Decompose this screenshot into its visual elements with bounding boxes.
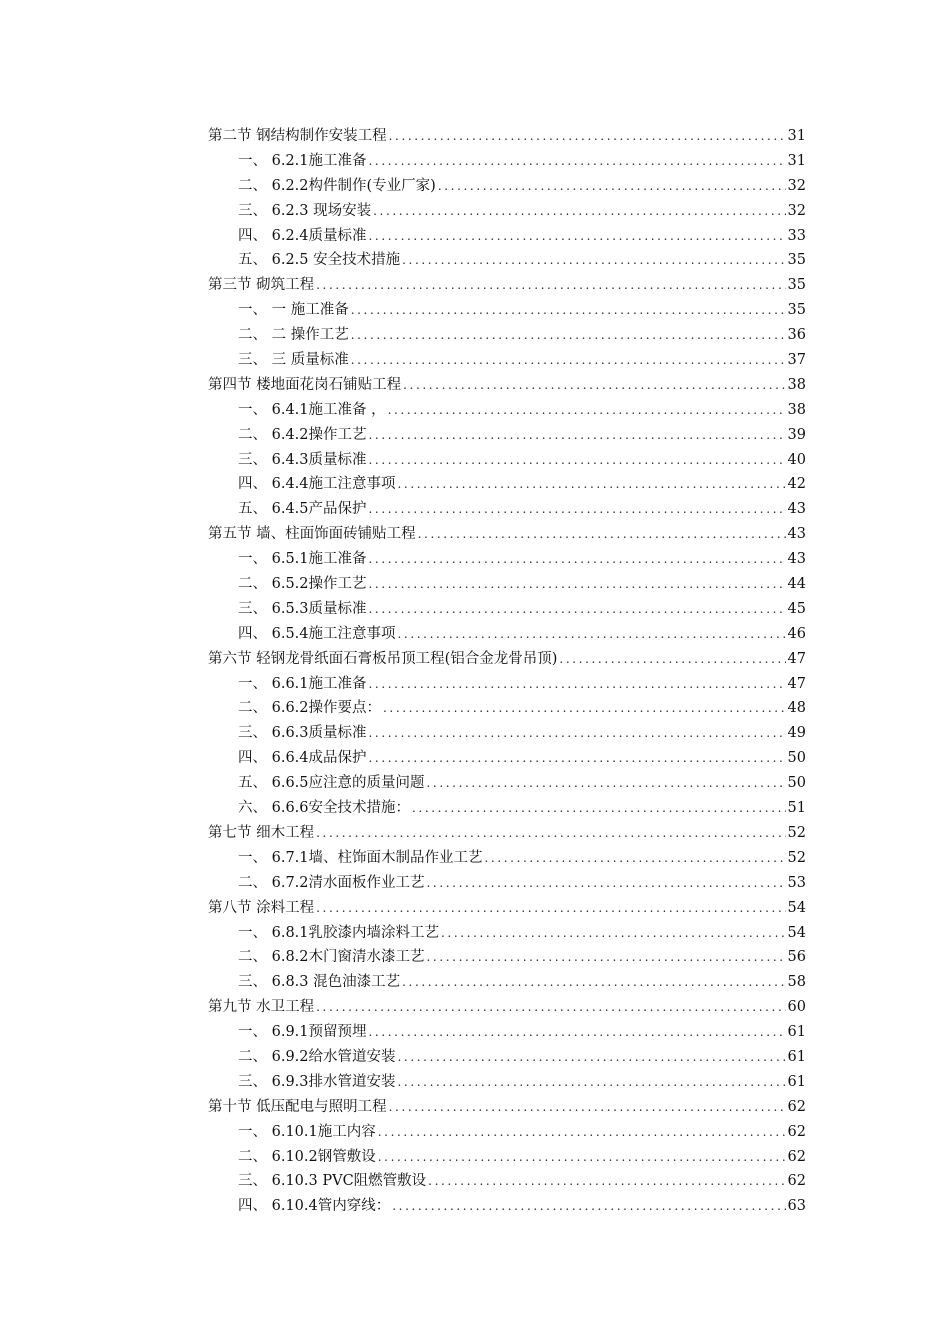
toc-page-number: 61 <box>787 1024 806 1041</box>
toc-entry-title: 三、 6.2.3 现场安装 <box>238 202 372 219</box>
toc-entry-title: 二、 6.10.2钢管敷设 <box>238 1148 376 1165</box>
toc-subsection-entry[interactable] <box>208 248 806 273</box>
toc-entry-title: 五、 6.6.5应注意的质量问题 <box>238 775 425 792</box>
toc-page-number: 54 <box>787 924 806 941</box>
toc-entry-title: 四、 6.2.4质量标准 <box>238 227 367 244</box>
toc-entry-title: 一、 6.9.1预留预埋 <box>238 1024 367 1041</box>
toc-page-number: 62 <box>787 1173 806 1190</box>
toc-subsection-entry[interactable] <box>208 746 806 771</box>
toc-subsection-entry[interactable] <box>208 796 806 821</box>
toc-subsection-entry[interactable] <box>208 622 806 647</box>
toc-entry-title: 第五节 墙、柱面饰面砖铺贴工程 <box>208 526 416 543</box>
toc-entry-title: 三、 6.5.3质量标准 <box>238 600 367 617</box>
toc-page-number: 35 <box>787 277 806 294</box>
toc-subsection-entry[interactable] <box>208 1145 806 1170</box>
dot-leader <box>485 846 786 871</box>
toc-page-number: 31 <box>787 152 806 169</box>
toc-entry-title: 四、 6.10.4管内穿线： <box>238 1198 391 1215</box>
toc-page-number: 35 <box>787 302 806 319</box>
toc-subsection-entry[interactable] <box>208 398 806 423</box>
toc-page-number: 54 <box>787 899 806 916</box>
dot-leader <box>398 622 786 647</box>
toc-entry-title: 五、 6.4.5产品保护 <box>238 501 367 518</box>
dot-leader <box>369 224 786 249</box>
toc-page-number: 31 <box>787 128 806 144</box>
toc-entry-title: 二、 6.9.2给水管道安装 <box>238 1048 396 1065</box>
toc-page-number: 43 <box>787 526 806 543</box>
dot-leader <box>369 572 786 597</box>
toc-page-number: 46 <box>787 625 806 642</box>
toc-entry-title: 二、 6.8.2木门窗清水漆工艺 <box>238 949 425 966</box>
toc-subsection-entry[interactable] <box>208 472 806 497</box>
toc-subsection-entry[interactable] <box>208 199 806 224</box>
toc-subsection-entry[interactable] <box>208 298 806 323</box>
toc-entry-title: 二、 6.5.2操作工艺 <box>238 576 367 593</box>
toc-page-number: 60 <box>787 999 806 1016</box>
toc-page-number: 32 <box>787 177 806 194</box>
toc-page-number: 50 <box>787 775 806 792</box>
toc-subsection-entry[interactable] <box>208 547 806 572</box>
toc-subsection-entry[interactable] <box>208 672 806 697</box>
dot-leader <box>378 1120 786 1145</box>
toc-entry-title: 一、 6.10.1施工内容 <box>238 1123 376 1140</box>
dot-leader <box>418 522 786 547</box>
toc-entry-title: 二、 6.4.2操作工艺 <box>238 426 367 443</box>
dot-leader <box>369 448 786 473</box>
toc-page-number: 56 <box>787 949 806 966</box>
dot-leader <box>369 149 786 174</box>
toc-page-number: 62 <box>787 1123 806 1140</box>
toc-entry-title: 一、 6.2.1施工准备 <box>238 152 367 169</box>
dot-leader <box>389 1095 786 1120</box>
dot-leader <box>383 696 786 721</box>
toc-page-number: 58 <box>787 974 806 991</box>
toc-entry-title: 二、 二 操作工艺 <box>238 327 349 344</box>
toc-section-entry[interactable] <box>208 124 806 149</box>
dot-leader <box>316 273 785 298</box>
toc-page-number: 45 <box>787 600 806 617</box>
toc-subsection-entry[interactable] <box>208 1070 806 1095</box>
dot-leader <box>398 1045 786 1070</box>
dot-leader <box>389 124 786 149</box>
toc-subsection-entry[interactable] <box>208 174 806 199</box>
toc-entry-title: 一、 一 施工准备 <box>238 302 349 319</box>
toc-entry-title: 三、 6.4.3质量标准 <box>238 451 367 468</box>
toc-page-number: 43 <box>787 501 806 518</box>
toc-entry-title: 三、 三 质量标准 <box>238 352 349 369</box>
toc-page-number: 61 <box>787 1048 806 1065</box>
dot-leader <box>351 323 786 348</box>
dot-leader <box>427 871 786 896</box>
toc-page-number: 47 <box>787 650 806 667</box>
toc-page-number: 62 <box>787 1148 806 1165</box>
toc-entry-title: 第四节 楼地面花岗石铺贴工程 <box>208 376 402 393</box>
dot-leader <box>316 896 785 921</box>
toc-subsection-entry[interactable] <box>208 721 806 746</box>
toc-section-entry[interactable] <box>208 522 806 547</box>
toc-subsection-entry[interactable] <box>208 970 806 995</box>
toc-subsection-entry[interactable] <box>208 597 806 622</box>
dot-leader <box>351 348 786 373</box>
dot-leader <box>427 771 786 796</box>
dot-leader <box>441 921 786 946</box>
dot-leader <box>427 945 786 970</box>
toc-page-number: 63 <box>787 1198 806 1215</box>
toc-subsection-entry[interactable] <box>208 423 806 448</box>
dot-leader <box>369 547 786 572</box>
toc-entry-title: 第七节 细木工程 <box>208 824 315 841</box>
toc-page-number: 61 <box>787 1073 806 1090</box>
dot-leader <box>559 647 785 672</box>
toc-subsection-entry[interactable] <box>208 771 806 796</box>
toc-entry-title: 第十节 低压配电与照明工程 <box>208 1098 387 1115</box>
toc-subsection-entry[interactable] <box>208 323 806 348</box>
toc-section-entry[interactable] <box>208 995 806 1020</box>
toc-page-number: 62 <box>787 1098 806 1115</box>
toc-page-number: 43 <box>787 551 806 568</box>
toc-entry-title: 第三节 砌筑工程 <box>208 277 315 294</box>
toc-entry-title: 二、 6.2.2构件制作(专业厂家) <box>238 177 436 194</box>
dot-leader <box>369 721 786 746</box>
dot-leader <box>392 1194 785 1219</box>
toc-entry-title: 三、 6.8.3 混色油漆工艺 <box>238 974 401 991</box>
toc-subsection-entry[interactable] <box>208 1120 806 1145</box>
toc-page-number: 33 <box>787 227 806 244</box>
toc-subsection-entry[interactable] <box>208 224 806 249</box>
toc-subsection-entry[interactable] <box>208 846 806 871</box>
dot-leader <box>369 423 786 448</box>
toc-entry-title: 第八节 涂料工程 <box>208 899 315 916</box>
toc-page-number: 52 <box>787 824 806 841</box>
toc-subsection-entry[interactable] <box>208 149 806 174</box>
toc-entry-title: 一、 6.5.1施工准备 <box>238 551 367 568</box>
dot-leader <box>438 174 786 199</box>
toc-entry-title: 一、 6.8.1乳胶漆内墙涂料工艺 <box>238 924 440 941</box>
toc-entry-title: 三、 6.9.3排水管道安装 <box>238 1073 396 1090</box>
dot-leader <box>398 472 786 497</box>
toc-entry-title: 一、 6.7.1墙、柱饰面木制品作业工艺 <box>238 849 483 866</box>
toc-subsection-entry[interactable] <box>208 696 806 721</box>
dot-leader <box>351 298 786 323</box>
toc-subsection-entry[interactable] <box>208 348 806 373</box>
toc-entry-title: 第二节 钢结构制作安装工程 <box>208 128 387 144</box>
dot-leader <box>388 398 786 423</box>
dot-leader <box>369 746 786 771</box>
toc-page-number: 42 <box>787 476 806 493</box>
toc-entry-title: 四、 6.4.4施工注意事项 <box>238 476 396 493</box>
dot-leader <box>428 1169 785 1194</box>
toc-page-number: 36 <box>787 327 806 344</box>
dot-leader <box>369 672 786 697</box>
toc-subsection-entry[interactable] <box>208 1020 806 1045</box>
toc-section-entry[interactable] <box>208 821 806 846</box>
toc-section-entry[interactable] <box>208 273 806 298</box>
toc-subsection-entry[interactable] <box>208 1045 806 1070</box>
toc-page-number: 50 <box>787 750 806 767</box>
toc-page-number: 32 <box>787 202 806 219</box>
toc-page-number: 35 <box>787 252 806 269</box>
dot-leader <box>369 1020 786 1045</box>
dot-leader <box>378 1145 786 1170</box>
toc-subsection-entry[interactable] <box>208 921 806 946</box>
toc-section-entry[interactable] <box>208 896 806 921</box>
toc-page-number: 48 <box>787 700 806 717</box>
toc-entry-title: 二、 6.7.2清水面板作业工艺 <box>238 874 425 891</box>
toc-subsection-entry[interactable] <box>208 871 806 896</box>
toc-subsection-entry[interactable] <box>208 497 806 522</box>
toc-section-entry[interactable] <box>208 647 806 672</box>
dot-leader <box>398 1070 786 1095</box>
toc-page-number: 51 <box>787 800 806 817</box>
toc-page-number: 39 <box>787 426 806 443</box>
table-of-contents <box>208 124 806 1219</box>
dot-leader <box>403 373 785 398</box>
toc-entry-title: 三、 6.6.3质量标准 <box>238 725 367 742</box>
toc-page-number: 53 <box>787 874 806 891</box>
toc-entry-title: 四、 6.5.4施工注意事项 <box>238 625 396 642</box>
toc-entry-title: 一、 6.4.1施工准备 ， <box>238 401 386 418</box>
dot-leader <box>369 597 786 622</box>
toc-entry-title: 一、 6.6.1施工准备 <box>238 675 367 692</box>
dot-leader <box>412 796 786 821</box>
dot-leader <box>402 248 785 273</box>
toc-subsection-entry[interactable] <box>208 572 806 597</box>
toc-entry-title: 第九节 水卫工程 <box>208 999 315 1016</box>
toc-entry-title: 三、 6.10.3 PVC阻燃管敷设 <box>238 1173 427 1190</box>
toc-page-number: 47 <box>787 675 806 692</box>
toc-subsection-entry[interactable] <box>208 945 806 970</box>
toc-page-number: 40 <box>787 451 806 468</box>
toc-page-number: 44 <box>787 576 806 593</box>
toc-section-entry[interactable] <box>208 373 806 398</box>
dot-leader <box>369 497 786 522</box>
toc-page-number: 37 <box>787 352 806 369</box>
dot-leader <box>316 821 785 846</box>
toc-entry-title: 第六节 轻钢龙骨纸面石膏板吊顶工程(铝合金龙骨吊顶) <box>208 650 558 667</box>
toc-page-number: 52 <box>787 849 806 866</box>
dot-leader <box>373 199 785 224</box>
dot-leader <box>316 995 785 1020</box>
toc-section-entry[interactable] <box>208 1095 806 1120</box>
toc-entry-title: 二、 6.6.2操作要点： <box>238 700 382 717</box>
dot-leader <box>402 970 785 995</box>
toc-page-number: 38 <box>787 376 806 393</box>
toc-page-number: 38 <box>787 401 806 418</box>
toc-subsection-entry[interactable] <box>208 1169 806 1194</box>
toc-entry-title: 四、 6.6.4成品保护 <box>238 750 367 767</box>
toc-subsection-entry[interactable] <box>208 1194 806 1219</box>
toc-subsection-entry[interactable] <box>208 448 806 473</box>
toc-page-number: 49 <box>787 725 806 742</box>
toc-entry-title: 六、 6.6.6安全技术措施： <box>238 800 411 817</box>
toc-entry-title: 五、 6.2.5 安全技术措施 <box>238 252 401 269</box>
